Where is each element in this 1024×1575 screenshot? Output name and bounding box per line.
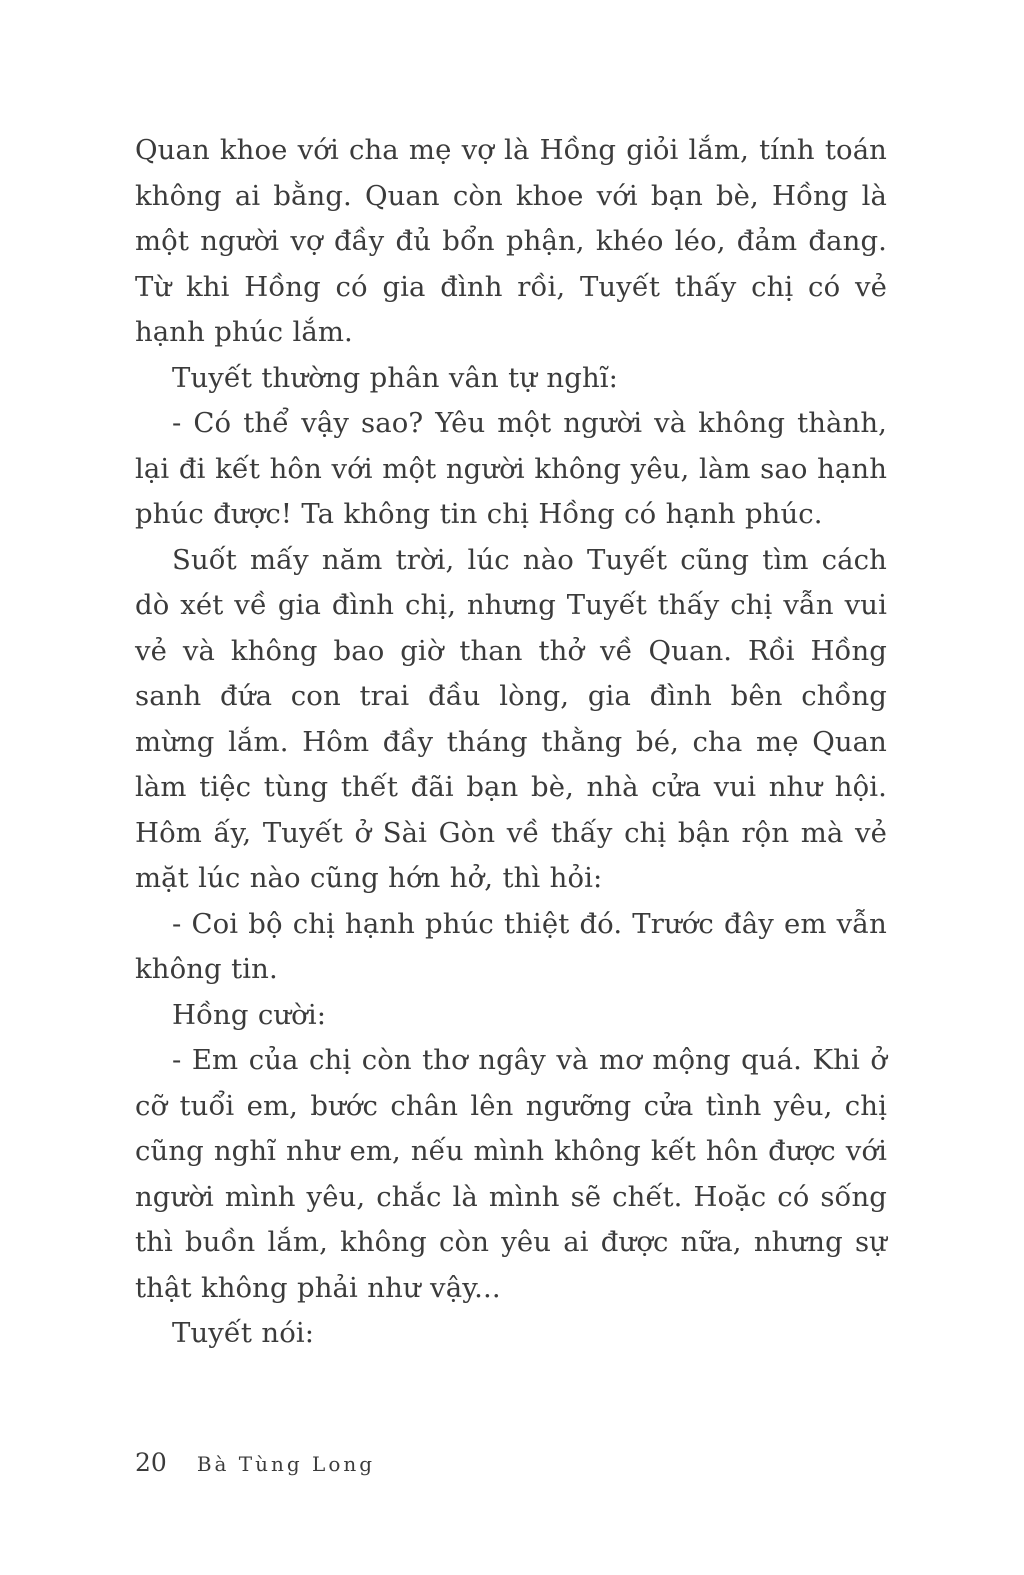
paragraph: Tuyết nói: bbox=[172, 1317, 315, 1349]
author-name: Bà Tùng Long bbox=[196, 1452, 376, 1476]
paragraph: Suốt mấy năm trời, lúc nào Tuyết cũng tìm cách dò xét về gia đình chị, nhưng Tuyết thấy chị vẫn vui vẻ và không bao giờ than thở về Quan. Rồi Hồng sanh đứa con trai đầu lòng, gia đình bên chồng mừng lắm. Hôm đầy tháng thằng bé, cha mẹ Quan làm tiệc tùng thết đãi bạn bè, nhà cửa vui như hội. Hôm ấy, Tuyết ở Sài Gòn về thấy chị bận rộn mà vẻ mặt lúc nào cũng hớn hở, thì hỏi: bbox=[135, 543, 887, 894]
page-footer bbox=[135, 1448, 375, 1477]
paragraph: Quan khoe với cha mẹ vợ là Hồng giỏi lắm, tính toán không ai bằng. Quan còn khoe với bạn bè, Hồng là một người vợ đầy đủ bổn phận, khéo léo, đảm đang. Từ khi Hồng có gia đình rồi, Tuyết thấy chị có vẻ hạnh phúc lắm. bbox=[135, 134, 887, 348]
paragraph: Tuyết thường phân vân tự nghĩ: bbox=[172, 361, 619, 394]
paragraph: - Em của chị còn thơ ngây và mơ mộng quá. Khi ở cỡ tuổi em, bước chân lên ngưỡng cửa tình yêu, chị cũng nghĩ như em, nếu mình không kết hôn được với người mình yêu, chắc là mình sẽ chết. Hoặc có sống thì buồn lắm, không còn yêu ai được nữa, nhưng sự thật không phải như vậy... bbox=[135, 1044, 887, 1304]
page-number: 20 bbox=[135, 1448, 167, 1477]
paragraph: - Có thể vậy sao? Yêu một người và không thành, lại đi kết hôn với một người không yêu, làm sao hạnh phúc được! Ta không tin chị Hồng có hạnh phúc. bbox=[135, 407, 887, 530]
page-text bbox=[135, 128, 887, 1357]
paragraph: Hồng cười: bbox=[172, 998, 327, 1031]
paragraph: - Coi bộ chị hạnh phúc thiệt đó. Trước đây em vẫn không tin. bbox=[135, 907, 887, 985]
